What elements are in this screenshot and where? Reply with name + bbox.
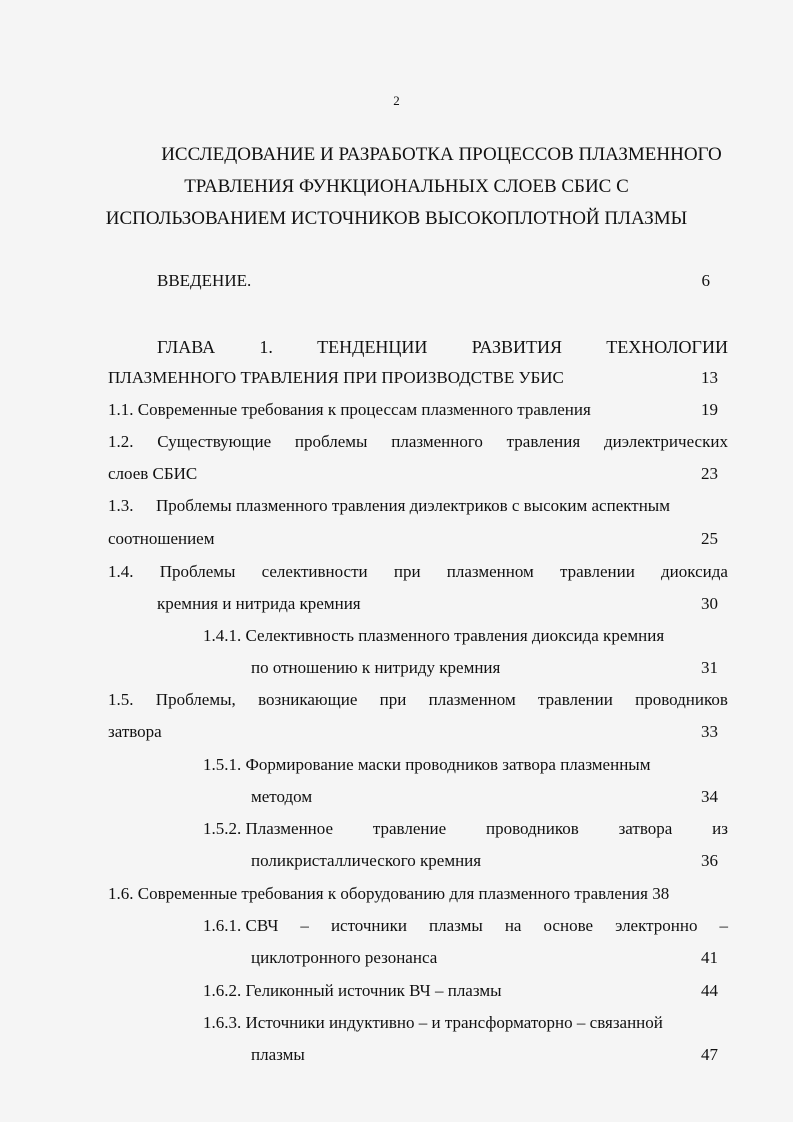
title-line-3: ИСПОЛЬЗОВАНИЕМ ИСТОЧНИКОВ ВЫСОКОПЛОТНОЙ ПЛАЗМЫ xyxy=(105,208,688,229)
toc-chapter-1-line-1 xyxy=(157,336,728,358)
toc-chapter-1-line-2 xyxy=(108,367,718,389)
toc-word: ГЛАВА xyxy=(157,337,216,357)
toc-word: основе xyxy=(543,916,594,935)
toc-word: проводников xyxy=(485,819,579,838)
toc-word: травлении xyxy=(560,562,635,581)
toc-page-number: 44 xyxy=(701,981,718,1000)
title-line-2: ТРАВЛЕНИЯ ФУНКЦИОНАЛЬНЫХ СЛОЕВ СБИС С xyxy=(184,176,629,197)
toc-word: 1. xyxy=(259,337,273,357)
toc-word: ТЕНДЕНЦИИ xyxy=(317,337,428,357)
toc-entry-text: 1.6.3. Источники индуктивно – и трансформаторно – связанной xyxy=(203,1013,663,1032)
toc-entry-text: по отношению к нитриду кремния xyxy=(251,658,501,677)
toc-entry-1-4-1-line-2 xyxy=(251,657,718,679)
toc-entry-1-6-3-line-1 xyxy=(203,1012,728,1034)
toc-word: травлении xyxy=(538,690,613,709)
toc-entry-1-6-1-line-2 xyxy=(251,947,718,969)
toc-page-number: 34 xyxy=(701,787,718,806)
toc-word: плазмы xyxy=(429,916,483,935)
toc-page-number: 13 xyxy=(701,368,718,387)
toc-entry-text: ПЛАЗМЕННОГО ТРАВЛЕНИЯ ПРИ ПРОИЗВОДСТВЕ УБИС xyxy=(108,368,564,387)
toc-entry-1-6-1-line-1 xyxy=(203,915,728,937)
toc-entry-1-5-2-line-1 xyxy=(203,818,728,840)
toc-entry-text: 1.6.2. Геликонный источник ВЧ – плазмы xyxy=(203,981,502,1000)
toc-entry-text: соотношением xyxy=(108,529,215,548)
toc-page-number: 30 xyxy=(701,594,718,613)
toc-word: при xyxy=(379,690,407,709)
toc-word: 1.4. xyxy=(108,562,134,581)
toc-entry-text: ВВЕДЕНИЕ. xyxy=(157,271,252,290)
toc-page-number: 19 xyxy=(701,400,718,419)
toc-page-number: 36 xyxy=(701,851,718,870)
toc-entry-intro xyxy=(157,270,710,292)
toc-word: Существующие xyxy=(157,432,272,451)
toc-page-number: 31 xyxy=(701,658,718,677)
toc-section-number: 1.3. xyxy=(108,496,134,515)
toc-entry-text: затвора xyxy=(108,722,162,741)
toc-entry-1-6 xyxy=(108,883,728,905)
toc-word: возникающие xyxy=(258,690,358,709)
toc-entry-1-3-line-1 xyxy=(108,495,728,517)
toc-entry-text: 1.1. Современные требования к процессам плазменного травления xyxy=(108,400,591,419)
toc-word: на xyxy=(504,916,522,935)
toc-entry-text: методом xyxy=(251,787,313,806)
toc-entry-1-4-line-2 xyxy=(157,593,718,615)
toc-word: плазменного xyxy=(391,432,483,451)
toc-word: из xyxy=(712,819,728,838)
toc-word: плазменном xyxy=(428,690,516,709)
toc-page-number: 33 xyxy=(701,722,718,741)
toc-word: 1.5.2. Плазменное xyxy=(203,819,334,838)
toc-word: плазменном xyxy=(446,562,534,581)
toc-word: электронно xyxy=(615,916,698,935)
toc-entry-1-2-line-1 xyxy=(108,431,728,453)
toc-entry-1-6-2 xyxy=(203,980,718,1002)
toc-entry-1-5-line-1 xyxy=(108,689,728,711)
toc-entry-1-5-2-line-2 xyxy=(251,850,718,872)
toc-entry-1-4-1-line-1 xyxy=(203,625,728,647)
toc-word: Проблемы, xyxy=(155,690,236,709)
toc-entry-text: 1.5.1. Формирование маски проводников затвора плазменным xyxy=(203,755,651,774)
toc-word: – xyxy=(719,916,728,935)
toc-word: проблемы xyxy=(294,432,368,451)
toc-entry-1-5-1-line-2 xyxy=(251,786,718,808)
toc-entry-text: 1.4.1. Селективность плазменного травления диоксида кремния xyxy=(203,626,665,645)
toc-word: 1.6.1. СВЧ xyxy=(203,916,279,935)
toc-word: селективности xyxy=(261,562,368,581)
toc-entry-1-5-1-line-1 xyxy=(203,754,728,776)
toc-page-number: 23 xyxy=(701,464,718,483)
toc-word: затвора xyxy=(618,819,673,838)
toc-page-number: 47 xyxy=(701,1045,718,1064)
toc-word: при xyxy=(393,562,421,581)
toc-entry-text: 1.6. Современные требования к оборудованию для плазменного травления 38 xyxy=(108,884,670,903)
toc-entry-1-6-3-line-2 xyxy=(251,1044,718,1066)
toc-word: травление xyxy=(372,819,447,838)
toc-word: травления xyxy=(506,432,581,451)
toc-entry-1-2-line-2 xyxy=(108,463,718,485)
toc-entry-text: циклотронного резонанса xyxy=(251,948,438,967)
toc-entry-text: кремния и нитрида кремния xyxy=(157,594,361,613)
toc-word: источники xyxy=(330,916,407,935)
toc-page-number: 6 xyxy=(701,271,710,290)
toc-entry-1-4-line-1 xyxy=(108,561,728,583)
toc-entry-text: поликристаллического кремния xyxy=(251,851,482,870)
toc-word: проводников xyxy=(635,690,728,709)
toc-entry-1-1 xyxy=(108,399,718,421)
toc-word: 1.2. xyxy=(108,432,134,451)
toc-word: – xyxy=(300,916,309,935)
toc-word: ТЕХНОЛОГИИ xyxy=(606,337,728,357)
toc-page-number: 41 xyxy=(701,948,718,967)
toc-word: РАЗВИТИЯ xyxy=(471,337,562,357)
toc-word: 1.5. xyxy=(108,690,134,709)
toc-entry-1-3-line-2 xyxy=(108,528,718,550)
title-line-1: ИССЛЕДОВАНИЕ И РАЗРАБОТКА ПРОЦЕССОВ ПЛАЗМЕННОГО xyxy=(161,144,722,165)
toc-entry-text: слоев СБИС xyxy=(108,464,198,483)
toc-entry-text: Проблемы плазменного травления диэлектриков с высоким аспектным xyxy=(156,496,670,515)
toc-word: Проблемы xyxy=(159,562,236,581)
page-number: 2 xyxy=(393,93,400,108)
toc-entry-text: плазмы xyxy=(251,1045,305,1064)
toc-word: диэлектрических xyxy=(603,432,728,451)
toc-page-number: 25 xyxy=(701,529,718,548)
toc-word: диоксида xyxy=(661,562,728,581)
toc-entry-1-5-line-2 xyxy=(108,721,718,743)
